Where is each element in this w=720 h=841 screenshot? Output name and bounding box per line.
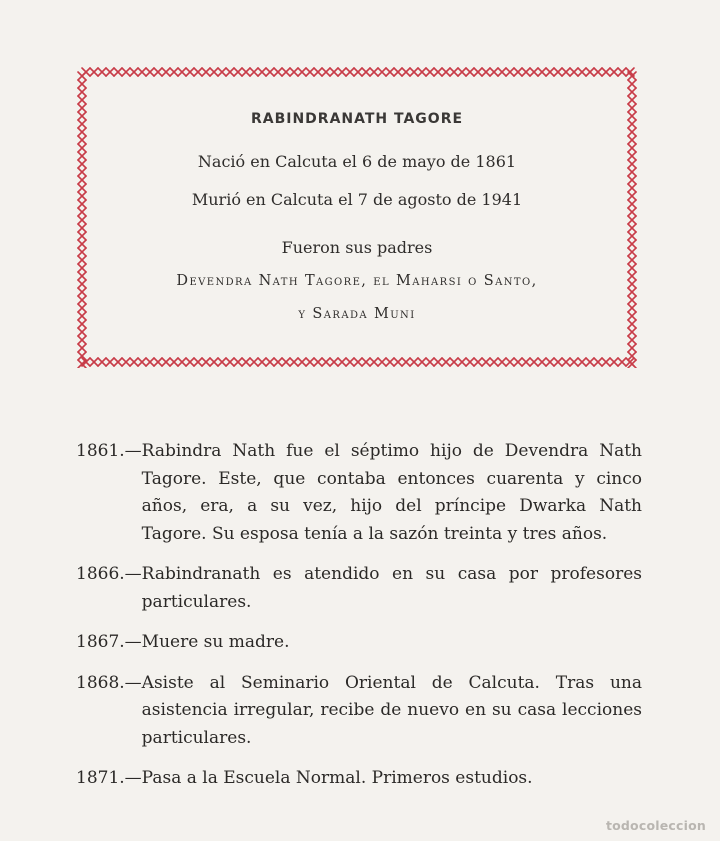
chronology-entry <box>76 765 642 793</box>
entry-year: 1868.— <box>76 672 142 693</box>
chronology-entry <box>76 438 642 548</box>
entry-text: Pasa a la Escuela Normal. Primeros estudios. <box>141 768 533 788</box>
watermark-logo: todocoleccion <box>605 818 706 833</box>
entry-year: 1867.— <box>76 632 142 652</box>
chronology-entry <box>76 670 642 753</box>
chronology-list <box>76 438 642 806</box>
entry-year: 1866.— <box>76 564 142 584</box>
frame-content <box>76 66 638 368</box>
chronology-entry <box>76 561 642 616</box>
entry-text: Muere su madre. <box>141 632 290 652</box>
entry-text: Asiste al Seminario Oriental de Calcuta. Tras una asistencia irregular, recibe de nuevo en su casa lecciones particulares. <box>141 672 642 748</box>
entry-year: 1861.— <box>76 441 142 461</box>
entry-text: Rabindra Nath fue el séptimo hijo de Devendra Nath Tagore. Este, que contaba entonces cuarenta y cinco años, era, a su vez, hijo del príncipe Dwarka Nath Tagore. Su esposa tenía a la sazón treinta y tres años. <box>141 441 642 544</box>
death-line: Murió en Calcuta el 7 de agosto de 1941 <box>191 190 523 209</box>
father-name: Devendra Nath Tagore, el Maharsi o Santo, <box>176 273 538 289</box>
frame-title: RABINDRANATH TAGORE <box>250 111 464 127</box>
entry-year: 1871.— <box>76 768 142 788</box>
parents-heading: Fueron sus padres <box>281 238 433 257</box>
chronology-entry <box>76 629 642 657</box>
decorative-frame <box>76 66 638 368</box>
birth-line: Nació en Calcuta el 6 de mayo de 1861 <box>197 152 517 171</box>
mother-name: y Sarada Muni <box>298 306 416 322</box>
entry-text: Rabindranath es atendido en su casa por profesores particulares. <box>141 564 642 612</box>
